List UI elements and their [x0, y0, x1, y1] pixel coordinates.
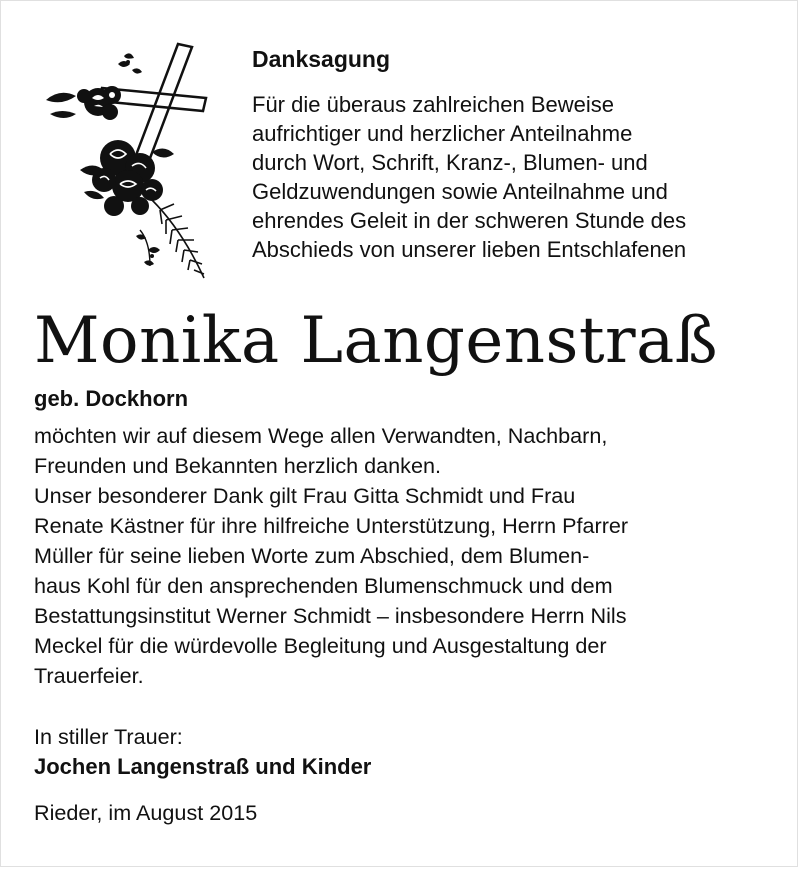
- deceased-name: Monika Langenstraß: [34, 304, 719, 378]
- cross-with-roses-icon: [40, 40, 215, 285]
- body-line: haus Kohl für den ansprechenden Blumenschmuck und dem: [34, 573, 613, 598]
- body-line: Bestattungsinstitut Werner Schmidt – insbesondere Herrn Nils: [34, 603, 627, 628]
- intro-line: Für die überaus zahlreichen Beweise: [252, 92, 614, 117]
- intro-line: Geldzuwendungen sowie Anteilnahme und: [252, 179, 668, 204]
- notice-heading: Danksagung: [252, 46, 391, 72]
- maiden-name: geb. Dockhorn: [34, 386, 189, 411]
- body-line: Trauerfeier.: [34, 663, 144, 688]
- body-line: Freunden und Bekannten herzlich danken.: [34, 453, 441, 478]
- body-line: Renate Kästner für ihre hilfreiche Unterstützung, Herrn Pfarrer: [34, 513, 629, 538]
- intro-line: ehrendes Geleit in der schweren Stunde des: [252, 208, 687, 233]
- mourning-label: In stiller Trauer:: [34, 724, 183, 749]
- body-line: Müller für seine lieben Worte zum Abschied, dem Blumen-: [34, 543, 590, 568]
- intro-text: [252, 90, 772, 264]
- body-line: Meckel für die würdevolle Begleitung und Ausgestaltung der: [34, 633, 607, 658]
- body-line: Unser besonderer Dank gilt Frau Gitta Schmidt und Frau: [34, 483, 576, 508]
- intro-line: aufrichtiger und herzlicher Anteilnahme: [252, 121, 633, 146]
- intro-line: Abschieds von unserer lieben Entschlafenen: [252, 237, 687, 262]
- place-date: Rieder, im August 2015: [34, 800, 258, 825]
- mourners: Jochen Langenstraß und Kinder: [34, 754, 372, 779]
- body-line: möchten wir auf diesem Wege allen Verwandten, Nachbarn,: [34, 423, 608, 448]
- body-text: [34, 421, 774, 691]
- intro-line: durch Wort, Schrift, Kranz-, Blumen- und: [252, 150, 648, 175]
